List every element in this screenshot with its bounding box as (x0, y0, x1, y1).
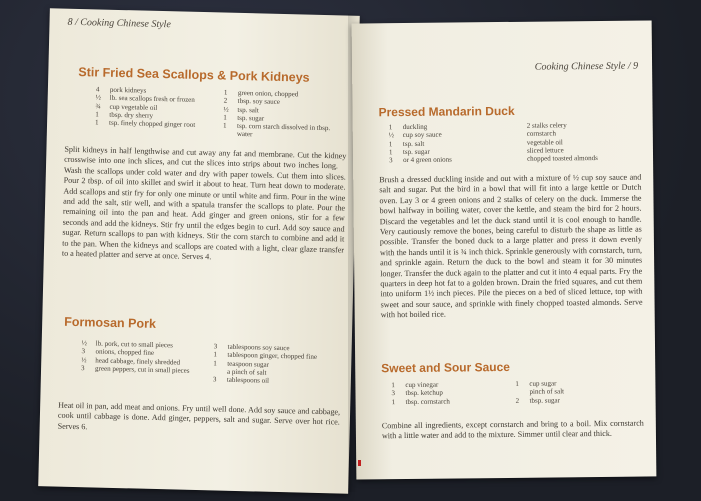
ingredient-quantity: 1 (388, 148, 393, 157)
ingredients-scallops-col2 (223, 89, 340, 142)
ingredients-pork-col1 (81, 339, 212, 375)
ingredient-text: tsp. salt (237, 105, 259, 115)
ingredient-quantity: ½ (81, 355, 87, 364)
ingredient-text: cup sugar (529, 379, 557, 388)
ingredient-quantity: 1 (388, 123, 393, 132)
ingredient-item (223, 122, 339, 141)
ingredient-text: green onion, chopped (237, 88, 299, 99)
ingredient-quantity: 3 (213, 342, 218, 351)
ingredient-text: tsp. finely chopped ginger root (109, 118, 196, 130)
ingredient-quantity: 3 (389, 156, 393, 165)
ingredient-text: tablespoons oil (226, 375, 270, 385)
ingredient-text: cup soy sauce (402, 130, 442, 140)
left-page-header: 8 / Cooking Chinese Style (67, 16, 171, 31)
ingredient-quantity: 3 (81, 364, 85, 373)
ingredient-text: chopped toasted almonds (527, 154, 598, 163)
instructions-sweet-sour-sauce: Combine all ingredients, except cornstarch and bring to a boil. Mix cornstarch with a little water and add to the mixture. Simmer until clear and thick. (381, 418, 644, 441)
ingredient-quantity: 1 (95, 118, 99, 127)
right-page-header: Cooking Chinese Style / 9 (534, 60, 639, 73)
instructions-mandarin-duck: Brush a dressed duckling inside and out with a mixture of ½ cup soy sauce and salt and sugar. Put the bird in a bowl that will fit into a large kettle or Dutch oven. Lay 3 or 4 green onions and 2 stalks of celery on the duck. Immerse the bowl halfway in boiling water, cover the kettle, and steam the bird for 2 hours. Discard the vegetables and let the duck stand until it is cool enough to handle. Very cautiously remove the bones, being careful to disturb the shape as little as possible. Transfer the boned duck to a large platter and press it down evenly with the hands until it is ¾ inch thick. Sprinkle generously with cornstarch, turn, and sprinkle again. Return the duck to the bowl and steam it for 30 minutes longer. Transfer the duck again to the platter and cut it into 4 equal parts. Fry the quarters in deep hot fat to a golden brown. Drain the fried squares, and cut them into uniform 1½ inch pieces. Pile the pieces on a bed of sliced lettuce, top with sweet and sour sauce, and sprinkle with finely chopped toasted almonds. Serve with hot boiled rice. (379, 172, 643, 320)
left-page (38, 8, 360, 493)
ingredients-duck-col2 (513, 121, 643, 164)
ingredient-quantity (513, 155, 527, 163)
ingredient-text: onions, chopped fine (95, 347, 155, 358)
ingredient-quantity: 1 (391, 397, 396, 406)
ingredient-quantity: 1 (223, 88, 228, 97)
ingredient-quantity (515, 388, 529, 396)
ingredient-text: pinch of salt (529, 387, 565, 397)
ingredient-text: head cabbage, finely shredded (95, 356, 181, 367)
ingredients-sauce-col1 (391, 380, 511, 406)
ingredient-text: sliced lettuce (526, 146, 564, 155)
ingredient-text: tbsp. sugar (529, 396, 560, 405)
ingredient-text: tbsp. soy sauce (237, 97, 280, 107)
ingredient-item (516, 395, 646, 405)
ingredient-item (213, 376, 331, 387)
ingredient-text: tsp. corn starch dissolved in tbsp. water (236, 122, 331, 139)
ingredient-text: teaspoon sugar (227, 359, 270, 369)
ingredient-text: or 4 green onions (403, 155, 452, 165)
ingredients-duck-col1 (389, 122, 509, 165)
ingredient-quantity (513, 122, 527, 130)
ingredient-quantity: 1 (391, 381, 395, 390)
ingredient-quantity (213, 367, 227, 376)
ingredient-quantity (513, 147, 527, 155)
ingredient-quantity: 1 (223, 113, 227, 122)
ingredient-item (81, 364, 211, 375)
ingredient-quantity: ½ (388, 131, 395, 140)
bookmark-ribbon (358, 460, 361, 466)
ingredients-pork-col2 (213, 342, 332, 386)
instructions-scallops: Split kidneys in half lengthwise and cut away any fat and membrane. Cut the kidney crosswise into one inch slices, and cut the slices into strips about two inches long. Wash the scallops under cold water and dry with paper towels. Cut them into slices. Pour 2 tbsp. of oil into skillet and swirl it about to heat. Turn heat down to moderate. Add scallops and stir fry for only one minute or until white and firm. Pour in the wine and add the salt, stir well, and with a spatula transfer the scallops to plate. Pour the remaining oil into the pan and heat. Add ginger and green onions, stir for a few seconds and add the kidneys. Stir fry until the edges begin to curl. Add soy sauce and sugar. Return scallops to pan with kidneys. Stir the corn starch to combine and add it to the pan. When the kidneys and scallops are coated with a light, clear glaze transfer to a heated platter and serve at once. Serves 4. (61, 144, 347, 262)
ingredient-item (513, 154, 643, 164)
ingredient-text: cup vinegar (405, 380, 439, 390)
ingredient-quantity: 1 (213, 350, 218, 359)
ingredient-text: vegetable oil (526, 137, 563, 147)
ingredient-text: lb. sea scallops fresh or frozen (109, 94, 195, 105)
recipe-title-scallops: Stir Fried Sea Scallops & Pork Kidneys (78, 65, 310, 85)
recipe-title-formosan-pork: Formosan Pork (64, 314, 157, 331)
ingredients-scallops-col1 (95, 85, 222, 130)
ingredient-text: tsp. sugar (237, 113, 265, 123)
ingredients-sauce-col2 (515, 379, 645, 405)
ingredient-quantity: 1 (213, 358, 217, 368)
ingredient-quantity: 2 (223, 96, 228, 105)
ingredient-quantity: 1 (388, 139, 393, 148)
ingredient-text: tbsp. cornstarch (405, 397, 450, 406)
ingredient-text: lb. pork, cut to small pieces (95, 339, 173, 350)
ingredient-text: tablespoons soy sauce (227, 342, 290, 353)
ingredient-text: tbsp. dry sherry (109, 110, 154, 120)
right-page (352, 20, 657, 479)
ingredient-quantity: 2 (515, 396, 520, 405)
ingredient-quantity: ¾ (95, 102, 101, 111)
ingredient-text: 2 stalks celery (526, 121, 567, 130)
ingredient-text: duckling (402, 122, 428, 132)
ingredient-quantity: 3 (212, 375, 217, 384)
ingredient-quantity: ½ (81, 339, 88, 348)
recipe-title-mandarin-duck: Pressed Mandarin Duck (378, 103, 515, 120)
ingredient-item (392, 397, 512, 407)
recipe-title-sweet-sour-sauce: Sweet and Sour Sauce (381, 359, 511, 376)
ingredient-text: tsp. salt (402, 139, 425, 148)
open-cookbook (36, 8, 666, 496)
ingredient-text: cup vegetable oil (109, 102, 158, 112)
ingredient-text: tablespoon ginger, chopped fine (227, 351, 318, 362)
ingredient-quantity: 3 (81, 347, 86, 356)
ingredient-item (389, 155, 509, 165)
ingredient-quantity: 1 (515, 379, 519, 388)
ingredient-item (95, 119, 221, 130)
ingredient-quantity: 3 (391, 389, 396, 398)
ingredient-text: pork kidneys (109, 85, 147, 95)
ingredient-quantity (513, 130, 527, 138)
ingredient-quantity: 4 (95, 85, 100, 94)
ingredient-quantity: ½ (95, 93, 102, 102)
instructions-formosan-pork: Heat oil in pan, add meat and onions. Fry until well done. Add soy sauce and cabbage, cook until cabbage is done. Add ginger, peppers, salt and sugar. Serve over hot rice. Serves 6. (57, 400, 341, 432)
ingredient-quantity: 1 (222, 121, 227, 130)
ingredient-text: a pinch of salt (226, 367, 267, 377)
ingredient-text: tsp. sugar (402, 147, 430, 156)
ingredient-text: tbsp. ketchup (405, 388, 443, 398)
ingredient-text: green peppers, cut in small pieces (95, 364, 190, 375)
ingredient-quantity: 1 (95, 110, 99, 119)
ingredient-quantity (513, 138, 527, 146)
ingredient-quantity: ½ (223, 105, 229, 114)
ingredient-text: cornstarch (526, 129, 556, 139)
